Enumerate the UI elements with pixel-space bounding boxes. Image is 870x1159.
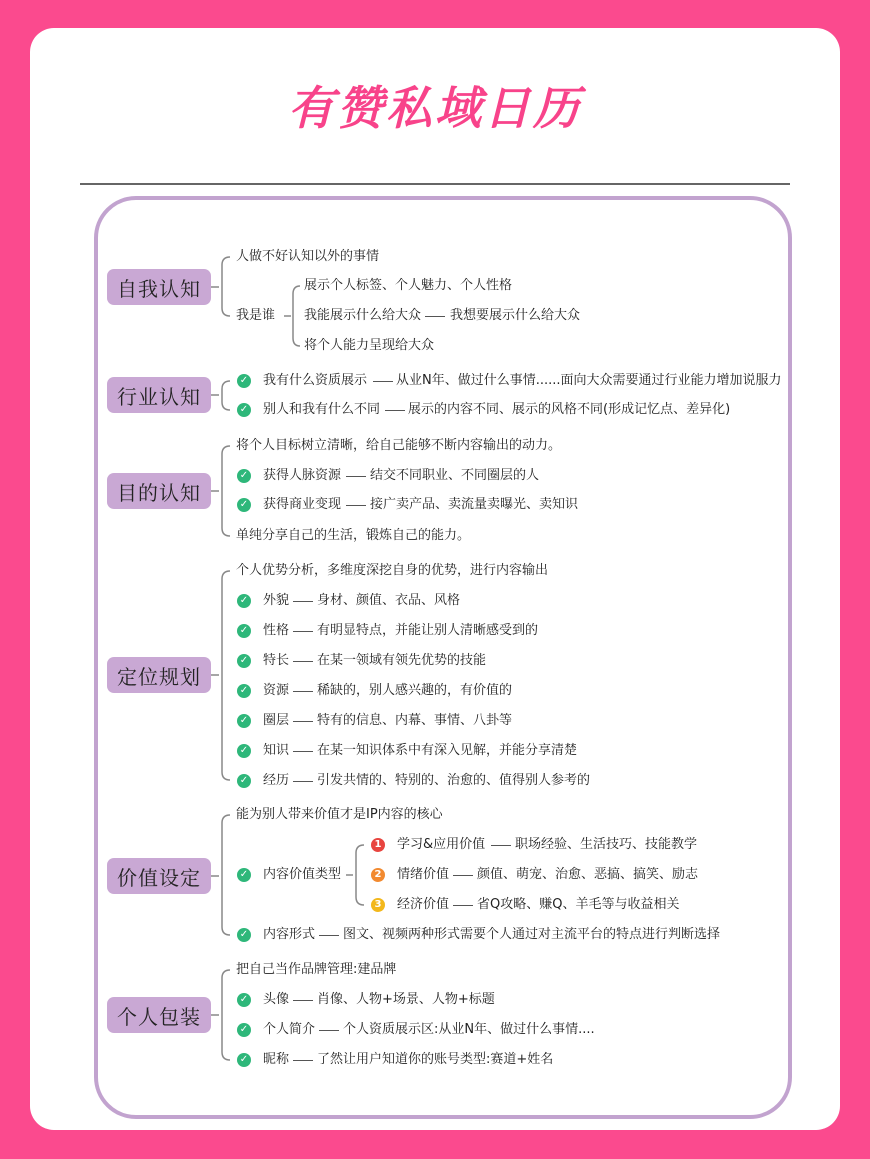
s6-item-val: 了然让用户知道你的账号类型:赛道+姓名 [317,1052,554,1067]
s4-item-val: 有明显特点，并能让别人清晰感受到的 [317,623,539,638]
s5-type-val: 职场经验、生活技巧、技能教学 [515,837,698,852]
s6-item-key: 头像 [263,992,290,1007]
page-title: 有赞私域日历 [288,81,582,135]
s4-item-val: 特有的信息、内幕、事情、八卦等 [317,713,513,728]
connector [346,505,366,506]
s1-sub-3: 将个人能力呈现给大众 [304,338,435,353]
number-circle-icon: 2 [371,868,385,882]
s6-item-val: 个人资质展示区:从业N年、做过什么事情.... [343,1022,595,1037]
s4-intro: 个人优势分析，多维度深挖自身的优势，进行内容输出 [236,563,549,578]
connector [373,381,393,382]
connector [319,1030,339,1031]
s3-item-2-val: 接广卖产品、卖流量卖曝光、卖知识 [370,497,579,512]
s4-item-key: 知识 [263,743,290,758]
s2-item-1-key: 我有什么资质展示 [263,373,368,388]
s5-form-key: 内容形式 [263,927,316,942]
check-circle-icon: ✓ [237,1023,251,1037]
s4-item-key: 特长 [263,653,290,668]
s1-sub-2b: 我想要展示什么给大众 [450,308,581,323]
s5-type-val: 省Q攻略、赚Q、羊毛等与收益相关 [477,897,680,912]
s4-item-key: 经历 [263,773,290,788]
connector [293,1060,313,1061]
check-circle-icon: ✓ [237,774,251,788]
s4-item-key: 外貌 [263,593,290,608]
s5-type-key: 经济价值 [397,897,450,912]
connector [346,476,366,477]
connector [293,1000,313,1001]
node-value-setting: 价值设定 [107,858,211,894]
s5-form-val: 图文、视频两种形式需要个人通过对主流平台的特点进行判断选择 [343,927,721,942]
check-circle-icon: ✓ [237,1053,251,1067]
s3-item-1-key: 获得人脉资源 [263,468,342,483]
check-circle-icon: ✓ [237,594,251,608]
connector [293,631,313,632]
check-circle-icon: ✓ [237,684,251,698]
s6-intro: 把自己当作品牌管理:建品牌 [236,962,397,977]
check-circle-icon: ✓ [237,744,251,758]
number-circle-icon: 1 [371,838,385,852]
s3-item-1-val: 结交不同职业、不同圈层的人 [370,468,540,483]
connector [293,721,313,722]
connector [293,751,313,752]
check-circle-icon: ✓ [237,469,251,483]
s1-sub-1: 展示个人标签、个人魅力、个人性格 [304,278,513,293]
s4-item-val: 引发共情的、特别的、治愈的、值得别人参考的 [317,773,591,788]
s2-item-2-val: 展示的内容不同、展示的风格不同(形成记忆点、差异化) [408,402,731,417]
check-circle-icon: ✓ [237,868,251,882]
node-industry-cognition: 行业认知 [107,377,211,413]
s2-item-2-key: 别人和我有什么不同 [263,402,381,417]
check-circle-icon: ✓ [237,498,251,512]
s5-intro: 能为别人带来价值才是IP内容的核心 [236,807,443,822]
s4-item-val: 在某一知识体系中有深入见解，并能分享清楚 [317,743,578,758]
s5-type-val: 颜值、萌宠、治愈、恶搞、搞笑、励志 [477,867,699,882]
connector [293,691,313,692]
node-personal-packaging: 个人包装 [107,997,211,1033]
s6-item-key: 昵称 [263,1052,290,1067]
connector [491,845,511,846]
node-purpose-cognition: 目的认知 [107,473,211,509]
check-circle-icon: ✓ [237,624,251,638]
s1-item-1: 人做不好认知以外的事情 [236,249,380,264]
check-circle-icon: ✓ [237,374,251,388]
s1-sub-2: 我能展示什么给大众 [304,308,422,323]
s6-item-val: 肖像、人物+场景、人物+标题 [317,992,495,1007]
s4-item-val: 在某一领域有领先优势的技能 [317,653,487,668]
check-circle-icon: ✓ [237,928,251,942]
connector [293,781,313,782]
s2-item-1-val: 从业N年、做过什么事情......面向大众需要通过行业能力增加说服力 [396,373,782,388]
connector [293,601,313,602]
connector [453,875,473,876]
s5-type-key: 情绪价值 [397,867,450,882]
check-circle-icon: ✓ [237,654,251,668]
s5-type-key: 学习&应用价值 [397,837,486,852]
s3-intro: 将个人目标树立清晰，给自己能够不断内容输出的动力。 [236,438,562,453]
check-circle-icon: ✓ [237,403,251,417]
s5-type-label: 内容价值类型 [263,867,342,882]
s4-item-key: 性格 [263,623,290,638]
s4-item-val: 稀缺的，别人感兴趣的，有价值的 [317,683,513,698]
s3-item-2-key: 获得商业变现 [263,497,342,512]
node-self-cognition: 自我认知 [107,269,211,305]
s6-item-key: 个人简介 [263,1022,316,1037]
connector [385,410,405,411]
s4-item-val: 身材、颜值、衣品、风格 [317,593,461,608]
s1-item-2: 我是谁 [236,308,276,323]
connector [293,661,313,662]
s4-item-key: 圈层 [263,713,290,728]
s3-outro: 单纯分享自己的生活，锻炼自己的能力。 [236,528,471,543]
node-positioning: 定位规划 [107,657,211,693]
connector [319,935,339,936]
number-circle-icon: 3 [371,898,385,912]
connector [453,905,473,906]
connector [425,316,445,317]
check-circle-icon: ✓ [237,714,251,728]
s4-item-key: 资源 [263,683,290,698]
check-circle-icon: ✓ [237,993,251,1007]
